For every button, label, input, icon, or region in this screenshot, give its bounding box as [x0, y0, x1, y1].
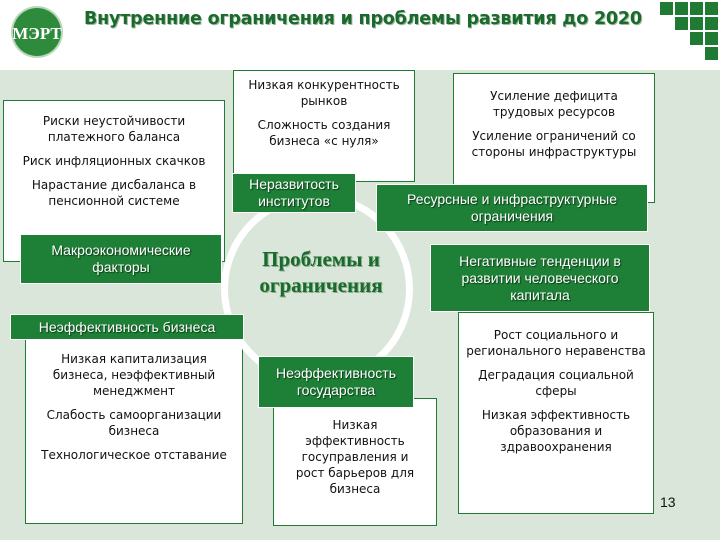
competition-item: Низкая конкурентность рынков — [248, 78, 400, 108]
slide-header — [0, 0, 720, 70]
state-box — [273, 398, 437, 526]
corner-decoration — [660, 0, 720, 68]
svg-text:МЭРТ: МЭРТ — [12, 24, 62, 43]
competition-item: Сложность создания бизнеса «с нуля» — [257, 118, 391, 148]
business-item: Низкая капитализация бизнеса, неэффективный менеджмент — [52, 352, 216, 398]
macro-item: Нарастание дисбаланса в пенсионной системе — [31, 178, 197, 208]
page-number: 13 — [660, 494, 676, 510]
competition-box — [233, 70, 415, 182]
label-resources: Ресурсные и инфраструктурные ограничения — [376, 184, 648, 232]
center-title: Проблемы и ограничения — [259, 247, 383, 297]
label-macro: Макроэкономические факторы — [20, 234, 222, 284]
human-capital-box — [458, 312, 654, 514]
slide-title: Внутренние ограничения и проблемы развития до 2020 — [84, 9, 642, 29]
business-item: Технологическое отставание — [41, 448, 227, 462]
macro-item: Риск инфляционных скачков — [22, 154, 206, 168]
label-human-capital: Негативные тенденции в развитии человеческого капитала — [430, 244, 650, 312]
macro-item: Риски неустойчивости платежного баланса — [42, 114, 186, 144]
label-state: Неэффективность государства — [258, 356, 414, 408]
label-business: Неэффективность бизнеса — [10, 314, 244, 340]
mert-logo — [13, 8, 61, 56]
business-box — [25, 336, 243, 524]
resources-item: Усиление дефицита трудовых ресурсов — [490, 89, 618, 119]
mert-logo-mark — [12, 12, 62, 52]
human-item: Деградация социальной сферы — [478, 368, 634, 398]
resources-item: Усиление ограничений со стороны инфраструктуры — [471, 129, 637, 159]
human-item: Низкая эффективность образования и здравоохранения — [481, 408, 631, 454]
state-item: Низкая эффективность госуправления и рост барьеров для бизнеса — [295, 418, 415, 496]
business-item: Слабость самоорганизации бизнеса — [46, 408, 222, 438]
label-institutions: Неразвитость институтов — [232, 173, 356, 213]
human-item: Рост социального и регионального неравенства — [466, 328, 646, 358]
